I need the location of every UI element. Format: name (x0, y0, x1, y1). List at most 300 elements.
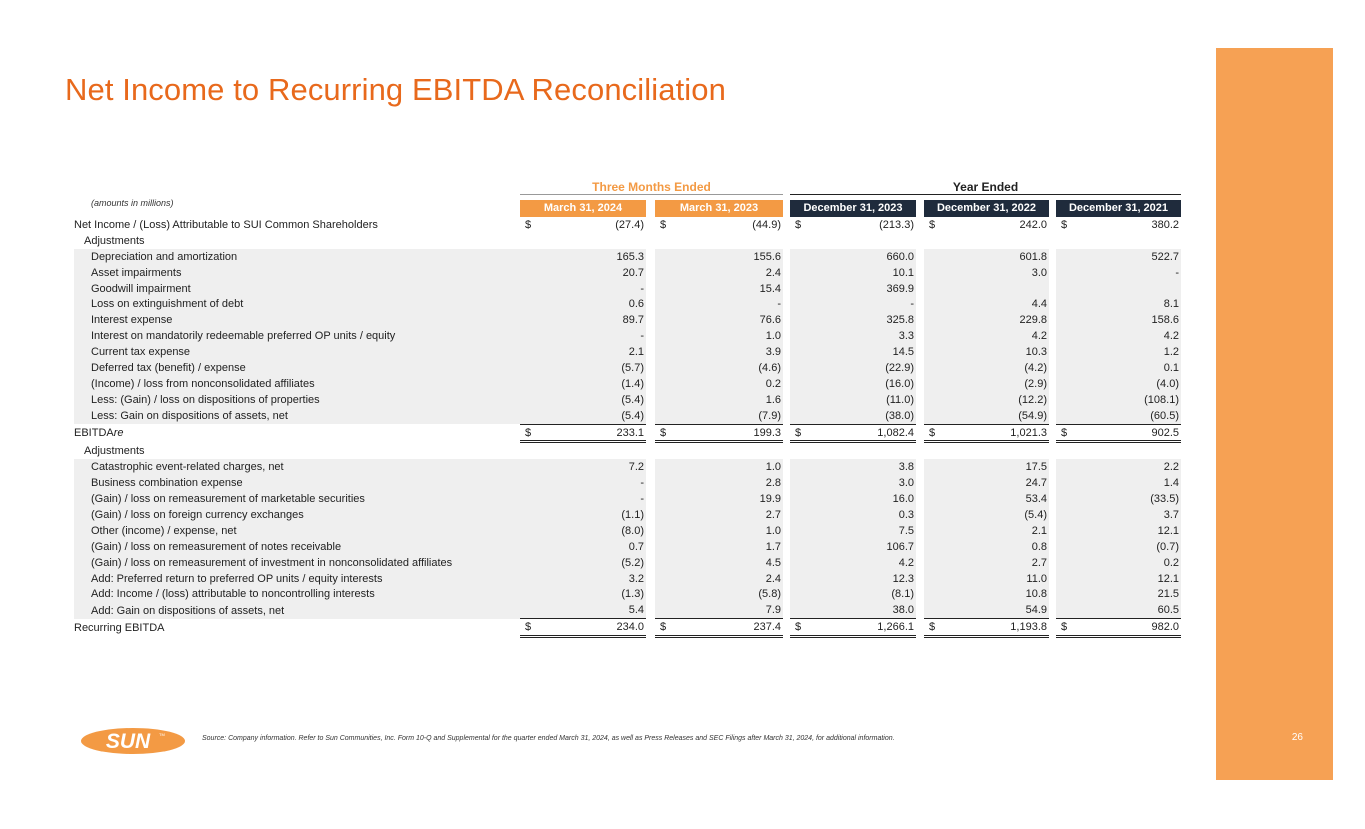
currency-cell (1056, 408, 1076, 424)
table-row (74, 344, 1181, 360)
currency-cell (790, 507, 810, 523)
column-gap (916, 442, 924, 459)
table-row (74, 392, 1181, 408)
value-cell: (12.2) (944, 392, 1049, 408)
table-row (74, 408, 1181, 424)
value-cell: 10.3 (944, 344, 1049, 360)
column-gap (916, 328, 924, 344)
value-cell: (1.3) (540, 586, 646, 602)
row-label: Add: Preferred return to preferred OP units / equity interests (74, 571, 520, 587)
table-row (74, 217, 1181, 233)
currency-cell (924, 408, 944, 424)
value-cell: (5.8) (675, 586, 783, 602)
column-gap (783, 392, 790, 408)
value-cell: (22.9) (810, 360, 916, 376)
value-cell: (4.2) (944, 360, 1049, 376)
value-cell: 3.0 (810, 475, 916, 491)
currency-cell (790, 360, 810, 376)
value-cell: - (540, 281, 646, 297)
value-cell: 2.1 (944, 523, 1049, 539)
value-cell: 0.2 (1076, 555, 1181, 571)
currency-cell: $ (929, 218, 936, 231)
value-cell: 14.5 (810, 344, 916, 360)
column-gap (916, 281, 924, 297)
value-cell: 229.8 (944, 312, 1049, 328)
currency-cell (1056, 392, 1076, 408)
table-row (74, 328, 1181, 344)
group-header-year: Year Ended (952, 180, 1019, 194)
value-cell: 7.9 (675, 602, 783, 618)
currency-cell: $ (520, 424, 540, 442)
currency-cell (655, 392, 675, 408)
value-cell: - (540, 491, 646, 507)
column-gap (646, 265, 655, 281)
currency-cell (520, 296, 540, 312)
value-cell: 10.1 (810, 265, 916, 281)
column-gap (916, 312, 924, 328)
value-cell: (1.1) (540, 507, 646, 523)
table-row (74, 571, 1181, 587)
value-cell: 199.3 (675, 424, 783, 442)
column-gap (646, 233, 655, 249)
table-row (74, 602, 1181, 618)
value-cell: 2.7 (944, 555, 1049, 571)
currency-cell (924, 376, 944, 392)
currency-cell (1056, 539, 1076, 555)
currency-cell (790, 296, 810, 312)
value-cell: 7.5 (810, 523, 916, 539)
currency-cell (790, 312, 810, 328)
value-cell: 15.4 (675, 281, 783, 297)
value-cell: 7.2 (540, 459, 646, 475)
column-header-mar-2023: March 31, 2023 (655, 200, 783, 217)
value-cell: 369.9 (810, 281, 916, 297)
value-cell: 1,082.4 (810, 424, 916, 442)
value-cell: 0.6 (540, 296, 646, 312)
column-gap (916, 555, 924, 571)
value-cell: (108.1) (1076, 392, 1181, 408)
value-cell: 0.1 (1076, 360, 1181, 376)
currency-cell (520, 312, 540, 328)
value-cell: 17.5 (944, 459, 1049, 475)
currency-cell (520, 392, 540, 408)
currency-cell (520, 571, 540, 587)
value-cell (540, 442, 646, 459)
row-label: Interest on mandatorily redeemable preferred OP units / equity (74, 328, 520, 344)
value-cell: 1,193.8 (944, 619, 1049, 637)
currency-cell: $ (790, 424, 810, 442)
row-label: Asset impairments (74, 265, 520, 281)
value-cell: (0.7) (1076, 539, 1181, 555)
column-gap (1049, 619, 1056, 637)
table-row (74, 249, 1181, 265)
value-cell (675, 233, 783, 249)
value-cell: 155.6 (675, 249, 783, 265)
currency-cell (655, 233, 675, 249)
currency-cell: $ (924, 424, 944, 442)
currency-cell (655, 442, 675, 459)
currency-cell (790, 344, 810, 360)
value-cell: (5.4) (540, 408, 646, 424)
value-cell (1076, 233, 1181, 249)
column-gap (916, 217, 924, 233)
currency-cell (1056, 475, 1076, 491)
value-cell: 2.2 (1076, 459, 1181, 475)
value-cell: (8.1) (810, 586, 916, 602)
logo-trademark: TM (159, 732, 165, 737)
currency-cell (790, 249, 810, 265)
currency-cell (655, 539, 675, 555)
column-gap (783, 602, 790, 618)
currency-cell (790, 376, 810, 392)
value-cell: 158.6 (1076, 312, 1181, 328)
currency-cell (520, 265, 540, 281)
currency-cell (520, 233, 540, 249)
value-cell: (16.0) (810, 376, 916, 392)
value-cell: 1,021.3 (944, 424, 1049, 442)
currency-cell (655, 507, 675, 523)
value-cell: 234.0 (540, 619, 646, 637)
column-gap (646, 217, 655, 233)
value-cell: 10.8 (944, 586, 1049, 602)
value-cell: 982.0 (1076, 619, 1181, 637)
currency-cell (790, 265, 810, 281)
column-gap (783, 233, 790, 249)
currency-cell (520, 442, 540, 459)
column-gap (783, 408, 790, 424)
source-footnote: Source: Company information. Refer to Sun Communities, Inc. Form 10-Q and Supplemental for the quarter ended March 31, 2024, as well as Press Releases and SEC Filings after March 31, 2024, for additional information. (202, 735, 895, 742)
column-gap (916, 249, 924, 265)
column-gap (646, 539, 655, 555)
value-cell: - (540, 475, 646, 491)
currency-cell (520, 491, 540, 507)
currency-cell (924, 507, 944, 523)
value-cell: (54.9) (944, 408, 1049, 424)
value-cell: 3.2 (540, 571, 646, 587)
column-gap (916, 296, 924, 312)
column-gap (783, 586, 790, 602)
column-gap (1049, 296, 1056, 312)
column-gap (783, 619, 790, 637)
row-label: Other (income) / expense, net (74, 523, 520, 539)
column-gap (646, 555, 655, 571)
column-gap (646, 328, 655, 344)
currency-cell (1056, 571, 1076, 587)
currency-cell (1056, 602, 1076, 618)
value-cell: (60.5) (1076, 408, 1181, 424)
value-cell: 8.1 (1076, 296, 1181, 312)
value-cell: (1.4) (540, 376, 646, 392)
value-cell: 1.6 (675, 392, 783, 408)
currency-cell (520, 281, 540, 297)
column-gap (783, 265, 790, 281)
currency-cell (790, 408, 810, 424)
value-cell: 4.2 (810, 555, 916, 571)
currency-cell (924, 602, 944, 618)
currency-cell (520, 328, 540, 344)
row-label: Adjustments (84, 234, 145, 247)
currency-cell (520, 249, 540, 265)
column-gap (783, 424, 790, 442)
currency-cell (1056, 281, 1076, 297)
currency-cell (924, 571, 944, 587)
column-gap (783, 507, 790, 523)
currency-cell: $ (924, 619, 944, 637)
value-cell: (2.9) (944, 376, 1049, 392)
column-header-mar-2024: March 31, 2024 (520, 200, 646, 217)
row-label: Catastrophic event-related charges, net (74, 459, 520, 475)
value-cell: 12.1 (1076, 571, 1181, 587)
table-row (74, 555, 1181, 571)
column-gap (783, 571, 790, 587)
currency-cell (520, 586, 540, 602)
column-gap (916, 459, 924, 475)
value-cell: 106.7 (810, 539, 916, 555)
table-row (74, 424, 1181, 442)
currency-cell (924, 523, 944, 539)
row-label: Less: (Gain) / loss on dispositions of properties (74, 392, 520, 408)
row-label: (Income) / loss from nonconsolidated affiliates (74, 376, 520, 392)
value-cell: 89.7 (540, 312, 646, 328)
column-gap (1049, 312, 1056, 328)
currency-cell (655, 281, 675, 297)
column-gap (916, 539, 924, 555)
value-cell: 1.4 (1076, 475, 1181, 491)
value-cell: 0.7 (540, 539, 646, 555)
value-cell: 0.2 (675, 376, 783, 392)
currency-cell (924, 328, 944, 344)
value-cell: 76.6 (675, 312, 783, 328)
column-gap (783, 312, 790, 328)
column-gap (646, 360, 655, 376)
currency-cell (790, 491, 810, 507)
currency-cell (520, 408, 540, 424)
value-cell: 3.0 (944, 265, 1049, 281)
column-gap (783, 296, 790, 312)
currency-cell (1056, 296, 1076, 312)
row-label: Recurring EBITDA (74, 621, 165, 634)
currency-cell (655, 586, 675, 602)
currency-cell (655, 571, 675, 587)
column-gap (1049, 586, 1056, 602)
currency-cell (1056, 328, 1076, 344)
value-cell (675, 442, 783, 459)
column-gap (1049, 392, 1056, 408)
value-cell: 165.3 (540, 249, 646, 265)
table-row (74, 296, 1181, 312)
currency-cell (1056, 265, 1076, 281)
column-gap (646, 602, 655, 618)
currency-cell (655, 408, 675, 424)
currency-cell (924, 360, 944, 376)
column-gap (916, 475, 924, 491)
column-gap (783, 249, 790, 265)
currency-cell (520, 539, 540, 555)
currency-cell (1056, 459, 1076, 475)
value-cell: - (540, 328, 646, 344)
currency-cell (1056, 249, 1076, 265)
value-cell: 4.5 (675, 555, 783, 571)
value-cell: 4.2 (944, 328, 1049, 344)
currency-cell (1056, 507, 1076, 523)
value-cell: 4.2 (1076, 328, 1181, 344)
value-cell: 0.3 (810, 507, 916, 523)
currency-cell (790, 328, 810, 344)
sidebar-panel (1216, 48, 1333, 780)
column-header-dec-2022: December 31, 2022 (924, 200, 1049, 217)
column-gap (783, 344, 790, 360)
value-cell: - (675, 296, 783, 312)
currency-cell (1056, 344, 1076, 360)
value-cell: (5.2) (540, 555, 646, 571)
currency-cell (520, 376, 540, 392)
currency-cell (790, 392, 810, 408)
value-cell: - (1076, 265, 1181, 281)
currency-cell (924, 475, 944, 491)
column-gap (646, 475, 655, 491)
currency-cell (655, 602, 675, 618)
currency-cell (1056, 523, 1076, 539)
column-gap (916, 265, 924, 281)
column-gap (1049, 233, 1056, 249)
column-gap (783, 539, 790, 555)
value-cell: 60.5 (1076, 602, 1181, 618)
currency-cell: $ (660, 218, 667, 231)
currency-cell (1056, 376, 1076, 392)
currency-cell: $ (795, 218, 802, 231)
column-gap (783, 328, 790, 344)
row-label: EBITDAre (74, 427, 124, 440)
column-gap (646, 491, 655, 507)
currency-cell (790, 475, 810, 491)
currency-cell (790, 602, 810, 618)
value-cell: 2.1 (540, 344, 646, 360)
currency-cell (1056, 233, 1076, 249)
currency-cell (924, 281, 944, 297)
page-title: Net Income to Recurring EBITDA Reconciliation (65, 72, 726, 107)
currency-cell (924, 344, 944, 360)
currency-cell (924, 586, 944, 602)
row-label: Depreciation and amortization (74, 249, 520, 265)
column-gap (783, 491, 790, 507)
currency-cell (655, 475, 675, 491)
table-row (74, 442, 1181, 459)
currency-cell (655, 249, 675, 265)
currency-cell: $ (525, 218, 532, 231)
value-cell: 53.4 (944, 491, 1049, 507)
value-cell (1076, 281, 1181, 297)
value-cell: 3.7 (1076, 507, 1181, 523)
value-cell: 1.0 (675, 523, 783, 539)
row-label: Deferred tax (benefit) / expense (74, 360, 520, 376)
currency-cell (655, 376, 675, 392)
currency-cell (924, 392, 944, 408)
reconciliation-table (74, 217, 1181, 638)
column-gap (1049, 249, 1056, 265)
column-gap (783, 555, 790, 571)
currency-cell (790, 281, 810, 297)
column-gap (916, 571, 924, 587)
currency-cell (520, 602, 540, 618)
currency-cell: $ (1056, 424, 1076, 442)
value-cell: (11.0) (810, 392, 916, 408)
currency-cell: $ (520, 619, 540, 637)
value-cell: (44.9) (752, 218, 781, 231)
column-gap (1049, 265, 1056, 281)
value-cell: (27.4) (615, 218, 644, 231)
currency-cell (924, 296, 944, 312)
logo-text: SUN (105, 730, 151, 753)
column-gap (646, 507, 655, 523)
value-cell (810, 442, 916, 459)
currency-cell (520, 459, 540, 475)
row-label: Interest expense (74, 312, 520, 328)
currency-cell (924, 312, 944, 328)
currency-cell (1056, 360, 1076, 376)
row-label: Less: Gain on dispositions of assets, net (74, 408, 520, 424)
value-cell: 3.3 (810, 328, 916, 344)
column-gap (646, 586, 655, 602)
table-row (74, 233, 1181, 249)
column-gap (1049, 459, 1056, 475)
row-label: Loss on extinguishment of debt (74, 296, 520, 312)
column-gap (916, 233, 924, 249)
column-gap (783, 360, 790, 376)
group-rule-year (790, 194, 1181, 195)
currency-cell (1056, 491, 1076, 507)
row-label: Net Income / (Loss) Attributable to SUI Common Shareholders (74, 218, 378, 231)
value-cell: (5.4) (944, 507, 1049, 523)
table-row (74, 459, 1181, 475)
value-cell: 522.7 (1076, 249, 1181, 265)
column-gap (916, 408, 924, 424)
column-gap (1049, 539, 1056, 555)
column-gap (646, 424, 655, 442)
currency-cell: $ (1056, 619, 1076, 637)
column-gap (1049, 442, 1056, 459)
currency-cell (924, 459, 944, 475)
column-gap (916, 619, 924, 637)
currency-cell (924, 249, 944, 265)
table-row (74, 507, 1181, 523)
value-cell: 19.9 (675, 491, 783, 507)
currency-cell (655, 459, 675, 475)
column-header-dec-2023: December 31, 2023 (790, 200, 916, 217)
currency-cell: $ (1061, 218, 1068, 231)
column-gap (1049, 217, 1056, 233)
value-cell: 12.1 (1076, 523, 1181, 539)
value-cell (1076, 442, 1181, 459)
value-cell: 3.8 (810, 459, 916, 475)
row-label: (Gain) / loss on foreign currency exchanges (74, 507, 520, 523)
column-gap (1049, 376, 1056, 392)
currency-cell (520, 360, 540, 376)
value-cell: 24.7 (944, 475, 1049, 491)
column-gap (916, 523, 924, 539)
currency-cell (924, 555, 944, 571)
column-gap (646, 296, 655, 312)
currency-cell (655, 491, 675, 507)
currency-cell (520, 555, 540, 571)
value-cell: (38.0) (810, 408, 916, 424)
currency-cell (790, 539, 810, 555)
currency-cell (655, 296, 675, 312)
currency-cell (520, 523, 540, 539)
currency-cell (520, 475, 540, 491)
table-row (74, 265, 1181, 281)
value-cell (944, 442, 1049, 459)
value-cell: 2.4 (675, 571, 783, 587)
